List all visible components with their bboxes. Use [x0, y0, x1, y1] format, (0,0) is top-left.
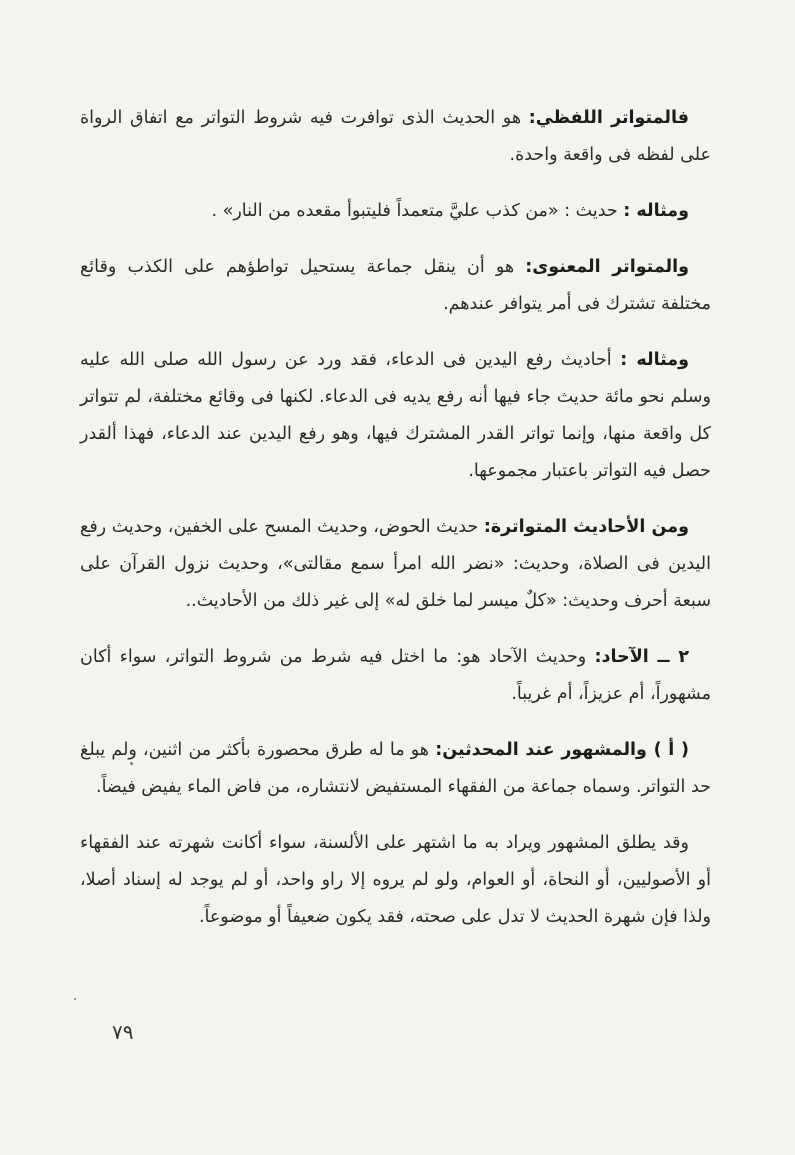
- paragraph-mutawatir-ahadith: [80, 509, 711, 620]
- paragraph-text: حديث : «من كذب عليَّ متعمداً فليتبوأ مقعده من النار» .: [211, 201, 618, 221]
- paragraph-example-1: [80, 193, 711, 230]
- paragraph-text: هو الحديث الذى توافرت فيه شروط التواتر مع اتفاق الرواة على لفظه فى واقعة واحدة.: [80, 108, 711, 165]
- paragraph-text: أحاديث رفع اليدين فى الدعاء، فقد ورد عن رسول الله صلى الله عليه وسلم نحو مائة حديث جاء فيها أنه رفع يديه فى الدعاء. لكنها فى وقائع مختلفة، لم تتواتر كل واقعة منها، وإنما تواتر القدر المشترك فيها، وهو رفع اليدين عند الدعاء، فهذا ألقدر حصل فيه التواتر باعتبار مجموعها.: [80, 350, 711, 481]
- paragraph-text: وقد يطلق المشهور ويراد به ما اشتهر على الألسنة، سواء أكانت شهرته عند الفقهاء أو الأصوليين، أو النحاة، أو العوام، ولو لم يروه إلا راو واحد، أو لم يوجد له إسناد أصلا، ولذا فإن شهرة الحديث لا تدل على صحته، فقد يكون ضعيفاً أو موضوعاً.: [80, 833, 711, 927]
- page-number: ٧٩: [112, 1020, 134, 1044]
- paragraph-mutawatir-manawi: [80, 249, 711, 323]
- print-speck: [130, 762, 133, 765]
- term-mutawatir-ahadith: ومن الأحاديث المتواترة:: [483, 517, 689, 537]
- paragraph-text: هو أن ينقل جماعة يستحيل تواطؤهم على الكذب وقائع مختلفة تشترك فى أمر يتوافر عندهم.: [80, 257, 711, 314]
- term-mashhur: ( أ ) والمشهور عند المحدثين:: [435, 740, 689, 760]
- paragraph-text: هو ما له طرق محصورة بأكثر من اثنين، ولم يبلغ حد التواتر. وسماه جماعة من الفقهاء المستفيض لانتشاره، من فاض الماء يفيض فيضاً.: [80, 740, 711, 797]
- term-mutawatir-lafzi: فالمتواتر اللفظي:: [528, 108, 689, 128]
- paragraph-mashhur: [80, 732, 711, 806]
- term-mutawatir-manawi: والمتواتر المعنوى:: [525, 257, 689, 277]
- term-ahad: ٢ ــ الآحاد:: [594, 647, 689, 667]
- term-example: ومثاله :: [623, 201, 689, 221]
- paragraph-text: وحديث الآحاد هو: ما اختل فيه شرط من شروط التواتر، سواء أكان مشهوراً، أم عزيزاً، أم غريباً.: [80, 647, 711, 704]
- term-example: ومثاله :: [620, 350, 690, 370]
- page-body: [80, 100, 711, 955]
- paragraph-mashhur-general: [80, 825, 711, 936]
- paragraph-text: حديث الحوض، وحديث المسح على الخفين، وحديث رفع اليدين فى الصلاة، وحديث: «نضر الله امرأ سمع مقالتى»، وحديث نزول القرآن على سبعة أحرف وحديث: «كلٌ ميسر لما خلق له» إلى غير ذلك من الأحاديث..: [80, 517, 711, 611]
- paragraph-ahad: [80, 639, 711, 713]
- print-speck: [74, 998, 76, 1000]
- paragraph-mutawatir-lafzi: [80, 100, 711, 174]
- paragraph-example-2: [80, 342, 711, 490]
